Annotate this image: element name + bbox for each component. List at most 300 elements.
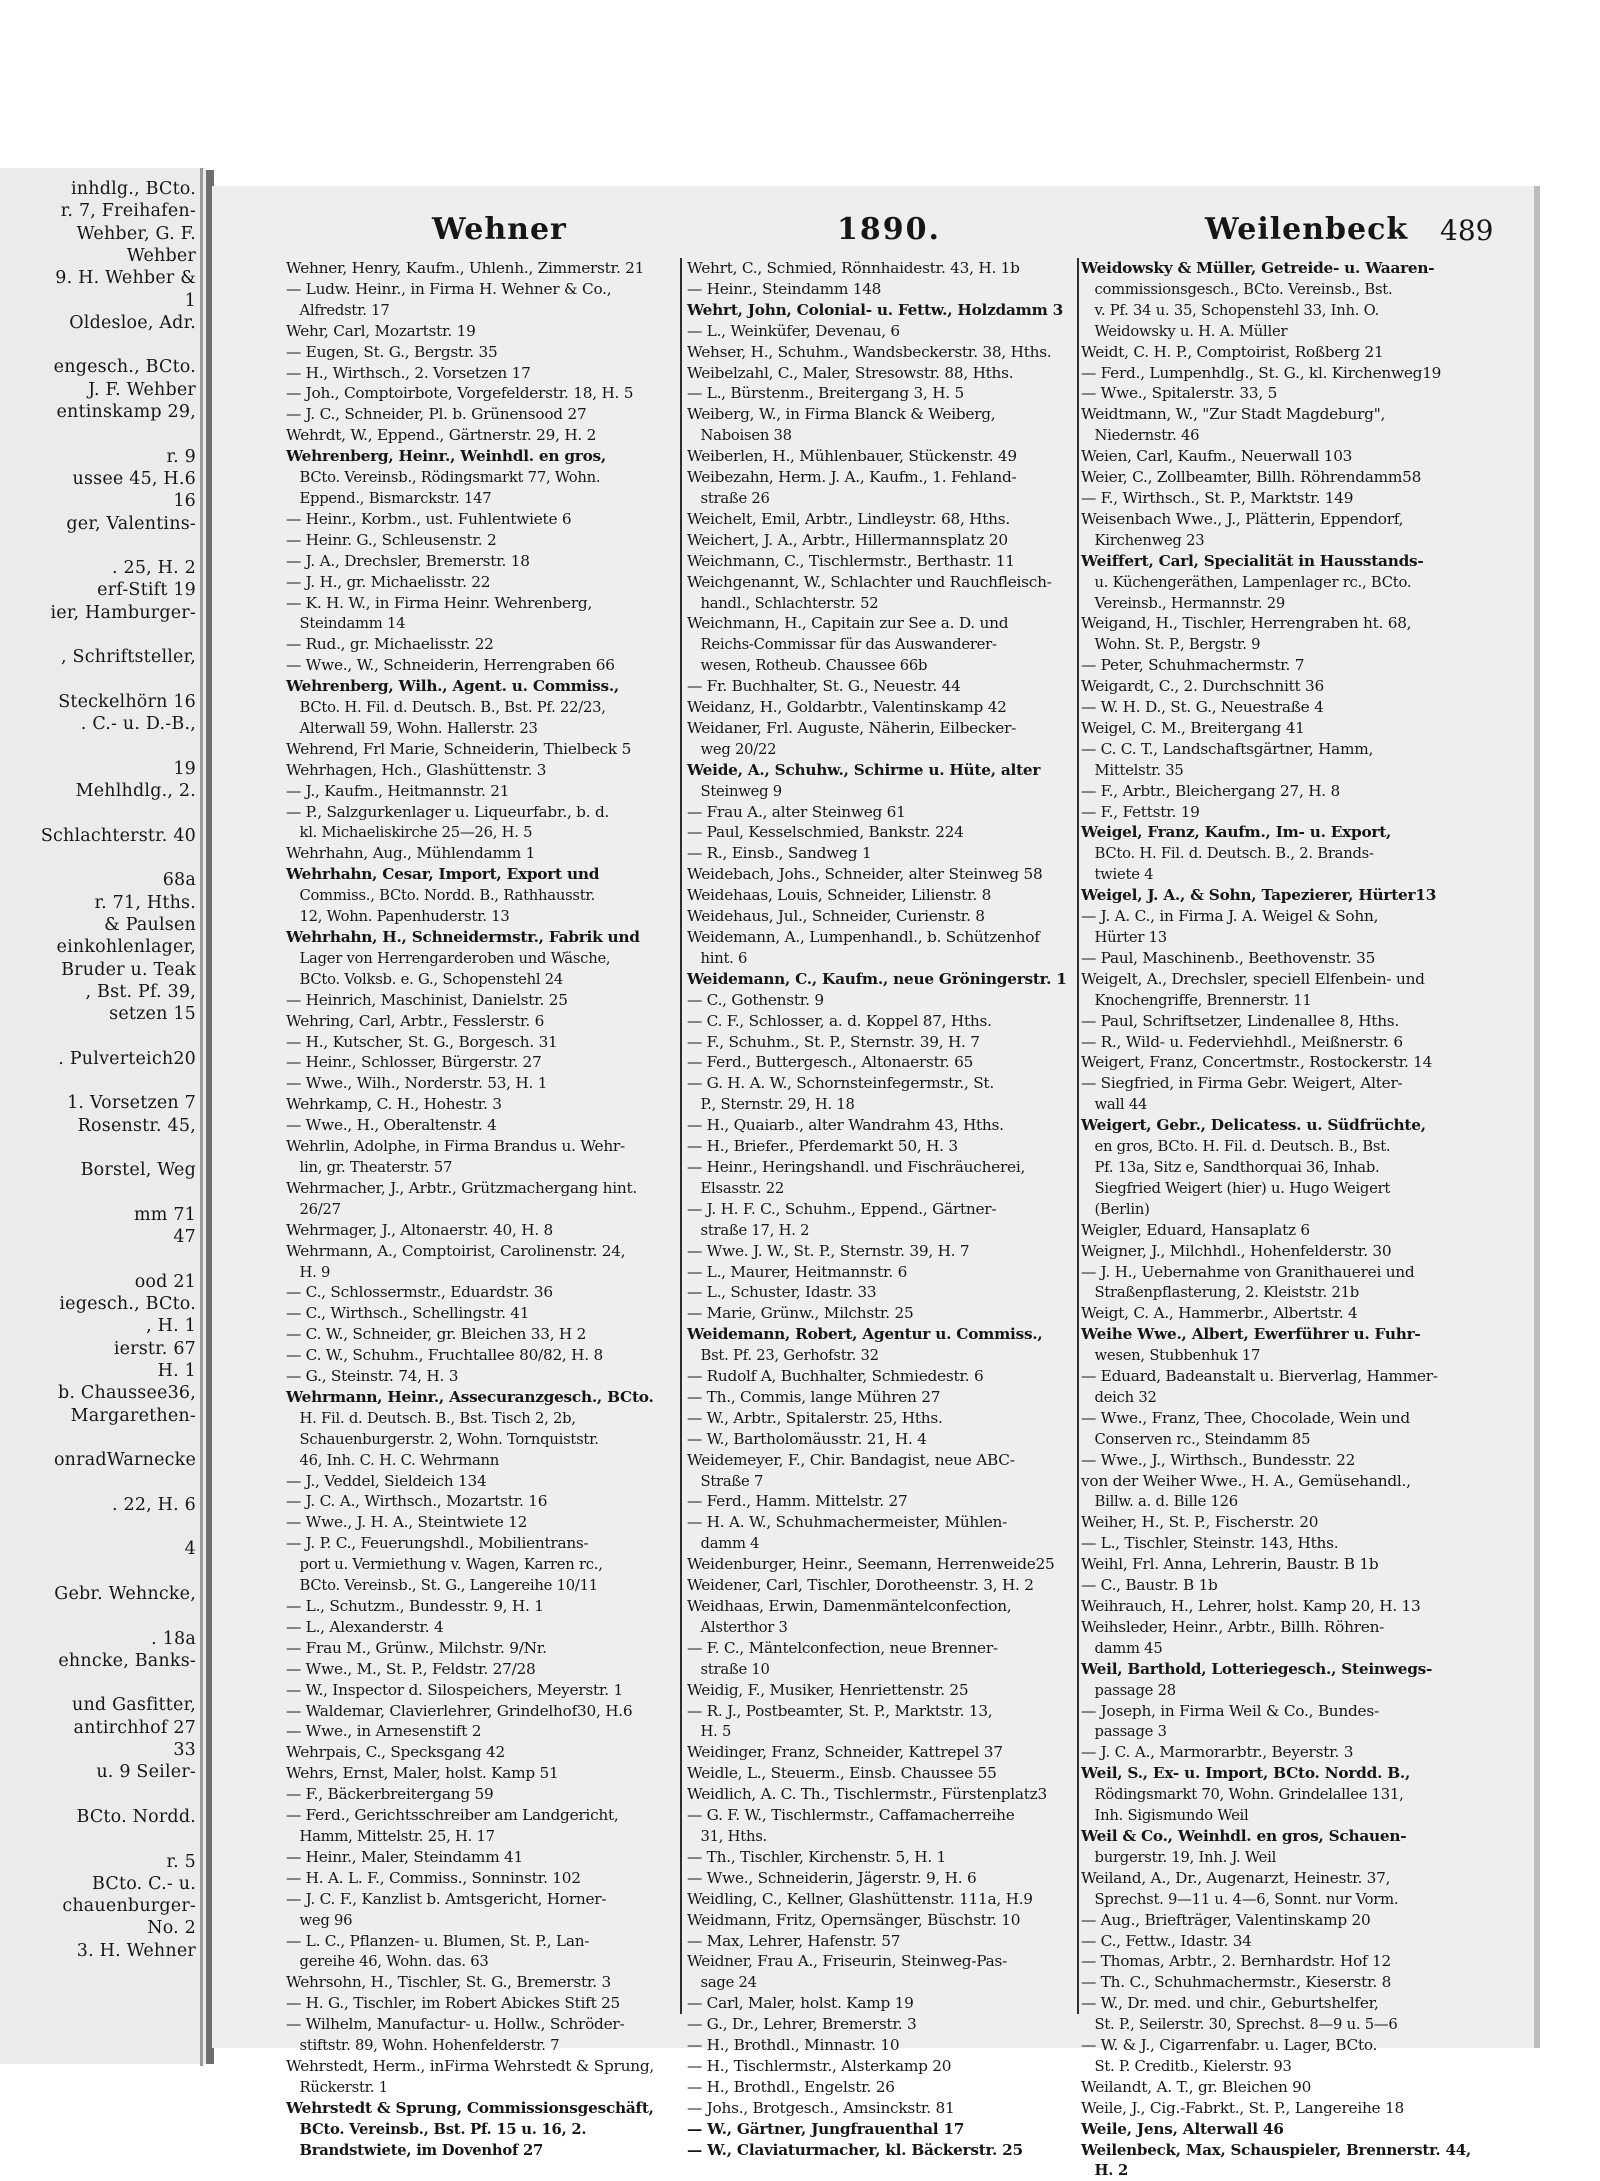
directory-entry: — W., Arbtr., Spitalerstr. 25, Hths. [687, 1408, 943, 1427]
directory-entry: — R. J., Postbeamter, St. P., Marktstr. 13, [687, 1701, 993, 1720]
directory-entry-firm: Weil & Co., Weinhdl. en gros, Schauen- [1081, 1826, 1407, 1845]
directory-entry: Weile, J., Cig.-Fabrkt., St. P., Langereihe 18 [1081, 2098, 1404, 2117]
directory-entry: — Rud., gr. Michaelisstr. 22 [286, 635, 494, 654]
directory-entry: Wehner, Henry, Kaufm., Uhlenh., Zimmerstr. 21 [286, 259, 645, 277]
directory-entry: Weier, C., Zollbeamter, Billh. Röhrendamm58 [1081, 468, 1422, 487]
directory-entry-firm: Weile, Jens, Alterwall 46 [1081, 2119, 1284, 2138]
left-page-line: 19 [173, 758, 196, 779]
directory-entry: Eppend., Bismarckstr. 147 [299, 488, 492, 507]
left-page-line: inhdlg., BCto. [70, 179, 196, 199]
left-page-line: Gebr. Wehncke, [54, 1583, 196, 1604]
directory-entry: Weidner, Frau A., Friseurin, Steinweg-Pas- [687, 1952, 1007, 1971]
directory-entry: — W., Bartholomäusstr. 21, H. 4 [687, 1429, 927, 1448]
directory-entry: — Rudolf A, Buchhalter, Schmiedestr. 6 [687, 1367, 984, 1386]
directory-entry: — J. C. F., Kanzlist b. Amtsgericht, Horner- [286, 1889, 607, 1908]
directory-entry-firm: Weidemann, Robert, Agentur u. Commiss., [687, 1325, 1043, 1344]
directory-entry-firm: Weidowsky & Müller, Getreide- u. Waaren- [1081, 259, 1435, 277]
directory-entry-firm: Weil, Barthold, Lotteriegesch., Steinwegs- [1081, 1659, 1433, 1678]
left-page-line: antirchhof 27 [73, 1717, 196, 1738]
directory-entry: — H., Wirthsch., 2. Vorsetzen 17 [286, 363, 531, 382]
directory-entry: u. Küchengeräthen, Lampenlager rc., BCto. [1094, 572, 1412, 591]
directory-entry: Weidowsky u. H. A. Müller [1094, 321, 1288, 340]
left-page-line: 33 [173, 1740, 196, 1760]
directory-entry: twiete 4 [1094, 865, 1154, 884]
directory-entry: straße 10 [700, 1659, 770, 1678]
directory-entry: St. P. Creditb., Kielerstr. 93 [1094, 2056, 1292, 2075]
left-page-line: . Pulverteich20 [58, 1048, 196, 1069]
directory-entry: Weidinger, Franz, Schneider, Kattrepel 37 [687, 1743, 1003, 1762]
left-page-line: Borstel, Weg [80, 1160, 196, 1181]
directory-entry: H. 9 [299, 1262, 331, 1281]
directory-entry: — Ferd., Lumpenhdlg., St. G., kl. Kirchenweg19 [1081, 363, 1442, 382]
left-page-line: 47 [173, 1227, 196, 1248]
directory-entry: Conserven rc., Steindamm 85 [1094, 1429, 1311, 1448]
directory-entry: — H., Quaiarb., alter Wandrahm 43, Hths. [687, 1116, 1004, 1135]
left-page-line: 3. H. Wehner [76, 1940, 196, 1961]
directory-entry-firm: Weiffert, Carl, Specialität in Hausstands- [1081, 551, 1424, 570]
left-page-line: 16 [173, 491, 196, 512]
directory-entry: — Paul, Schriftsetzer, Lindenallee 8, Hths. [1081, 1011, 1400, 1030]
directory-entry-firm: H. 2 [1094, 2161, 1128, 2180]
directory-entry: Knochengriffe, Brennerstr. 11 [1094, 990, 1312, 1009]
directory-entry: Weidehaas, Louis, Schneider, Lilienstr. 8 [687, 886, 992, 905]
directory-entry: — W. H. D., St. G., Neuestraße 4 [1081, 698, 1324, 717]
directory-entry: Rödingsmarkt 70, Wohn. Grindelallee 131, [1094, 1785, 1404, 1804]
directory-entry: Mittelstr. 35 [1094, 760, 1184, 779]
directory-entry: — Paul, Maschinenb., Beethovenstr. 35 [1081, 948, 1376, 967]
directory-entry: Weichmann, H., Capitain zur See a. D. und [687, 614, 1009, 633]
directory-entry-firm: Weidemann, C., Kaufm., neue Gröningerstr. 1 [687, 969, 1067, 988]
directory-entry: Weilandt, A. T., gr. Bleichen 90 [1081, 2077, 1312, 2096]
directory-entry: — Eduard, Badeanstalt u. Bierverlag, Hammer- [1081, 1367, 1438, 1386]
left-page-line: 1 [184, 290, 196, 311]
directory-entry: — Heinr., Maler, Steindamm 41 [286, 1847, 524, 1866]
directory-entry: Wehrmann, A., Comptoirist, Carolinenstr. 24, [286, 1241, 626, 1260]
left-page-line: . C.- u. D.-B., [80, 714, 196, 735]
directory-entry: — F., Schuhm., St. P., Sternstr. 39, H. 7 [687, 1032, 980, 1051]
directory-entry: BCto. Vereinsb., Rödingsmarkt 77, Wohn. [299, 468, 601, 487]
directory-entry: Naboisen 38 [700, 426, 792, 445]
directory-entry-firm: Wehrhahn, Cesar, Import, Export und [286, 865, 600, 884]
directory-entry: Wehrpais, C., Specksgang 42 [286, 1743, 505, 1762]
directory-entry: — Wwe. J. W., St. P., Sternstr. 39, H. 7 [687, 1241, 970, 1260]
directory-entry: — Johs., Brotgesch., Amsinckstr. 81 [687, 2098, 955, 2117]
directory-entry: — Heinr., Steindamm 148 [687, 279, 882, 298]
directory-entry: Weigler, Eduard, Hansaplatz 6 [1081, 1220, 1310, 1239]
directory-entry: lin, gr. Theaterstr. 57 [299, 1157, 453, 1176]
directory-entry: Bst. Pf. 23, Gerhofstr. 32 [700, 1346, 879, 1365]
directory-entry: Weigt, C. A., Hammerbr., Albertstr. 4 [1081, 1304, 1358, 1323]
directory-entry: Wehrmacher, J., Arbtr., Grützmachergang hint. [286, 1178, 637, 1197]
directory-entry: straße 26 [700, 488, 770, 507]
directory-entry: Weiberg, W., in Firma Blanck & Weiberg, [687, 405, 996, 424]
directory-entry: — H. A. L. F., Commiss., Sonninstr. 102 [286, 1868, 581, 1887]
column-right [1081, 258, 1471, 2180]
directory-entry: — Waldemar, Clavierlehrer, Grindelhof30, H.6 [286, 1701, 633, 1720]
directory-entry: Weiland, A., Dr., Augenarzt, Heinestr. 37, [1081, 1868, 1391, 1887]
directory-entry: port u. Vermiethung v. Wagen, Karren rc., [299, 1555, 603, 1574]
directory-entry-firm: Weil, S., Ex- u. Import, BCto. Nordd. B., [1081, 1764, 1411, 1783]
directory-entry: Wehrkamp, C. H., Hohestr. 3 [286, 1095, 502, 1114]
directory-entry: 12, Wohn. Papenhuderstr. 13 [299, 907, 510, 926]
directory-entry: Wehring, Carl, Arbtr., Fesslerstr. 6 [286, 1011, 545, 1030]
left-page-line: ier, Hamburger- [50, 602, 196, 623]
directory-entry: Weidemeyer, F., Chir. Bandagist, neue ABC- [687, 1450, 1015, 1469]
directory-entry: Wehrmager, J., Altonaerstr. 40, H. 8 [286, 1220, 554, 1239]
directory-entry-firm: Wehrenberg, Heinr., Weinhdl. en gros, [286, 447, 606, 466]
directory-entry: — L., Schuster, Idastr. 33 [687, 1283, 877, 1302]
directory-entry: — Thomas, Arbtr., 2. Bernhardstr. Hof 12 [1081, 1952, 1392, 1971]
directory-entry: Wehrdt, W., Eppend., Gärtnerstr. 29, H. 2 [286, 426, 597, 445]
left-page-line: ussee 45, H.6 [72, 468, 196, 489]
left-page-line: J. F. Wehber [88, 379, 196, 400]
directory-entry-firm: Weilenbeck, Max, Schauspieler, Brennerstr. 44, [1081, 2140, 1471, 2159]
header-year: 1890. [837, 212, 941, 247]
column-divider [680, 258, 682, 2014]
directory-entry: — Wwe., in Arnesenstift 2 [286, 1722, 482, 1741]
directory-entry: — C., Baustr. B 1b [1081, 1576, 1218, 1595]
left-page-line: . 22, H. 6 [111, 1494, 196, 1515]
directory-entry: — Wwe., Schneiderin, Jägerstr. 9, H. 6 [687, 1868, 977, 1887]
directory-entry: kl. Michaeliskirche 25—26, H. 5 [299, 823, 533, 842]
left-page-line: , Schriftsteller, [61, 647, 196, 668]
directory-entry: — Heinr., Schlosser, Bürgerstr. 27 [286, 1053, 542, 1072]
directory-entry-firm: Wehrenberg, Wilh., Agent. u. Commiss., [286, 677, 620, 696]
directory-entry: — C. F., Schlosser, a. d. Koppel 87, Hths. [687, 1011, 992, 1030]
directory-entry: — C., Gothenstr. 9 [687, 990, 824, 1009]
directory-entry: Kirchenweg 23 [1094, 530, 1205, 549]
left-page-line: onradWarnecke [53, 1450, 196, 1471]
left-page-line: Mehlhdlg., 2. [75, 781, 196, 802]
directory-entry: — P., Salzgurkenlager u. Liqueurfabr., b. d. [286, 802, 610, 821]
directory-entry: Wehrs, Ernst, Maler, holst. Kamp 51 [286, 1764, 559, 1783]
directory-entry-firm: Weihe Wwe., Albert, Ewerführer u. Fuhr- [1081, 1325, 1421, 1344]
directory-entry: Hamm, Mittelstr. 25, H. 17 [299, 1826, 495, 1845]
directory-entry: — L., Tischler, Steinstr. 143, Hths. [1081, 1534, 1339, 1553]
directory-entry: 31, Hths. [700, 1826, 768, 1845]
left-page-line: chauenburger- [62, 1896, 196, 1917]
directory-entry: Weihl, Frl. Anna, Lehrerin, Baustr. B 1b [1081, 1555, 1379, 1574]
left-page-line: u. 9 Seiler- [96, 1762, 196, 1783]
directory-entry: — J. C. A., Marmorarbtr., Beyerstr. 3 [1081, 1743, 1354, 1762]
directory-entry: — L., Alexanderstr. 4 [286, 1617, 444, 1636]
directory-entry: 46, Inh. C. H. C. Wehrmann [299, 1450, 500, 1469]
left-page-line: r. 5 [166, 1851, 196, 1872]
directory-entry-firm: Weigert, Gebr., Delicatess. u. Südfrüchte, [1081, 1116, 1426, 1135]
directory-entry: Siegfried Weigert (hier) u. Hugo Weigert [1094, 1178, 1391, 1197]
directory-entry: Straßenpflasterung, 2. Kleiststr. 21b [1094, 1283, 1359, 1302]
directory-entry: — J., Kaufm., Heitmannstr. 21 [286, 781, 510, 800]
left-page-line: r. 7, Freihafen- [60, 201, 196, 222]
directory-entry: sage 24 [700, 1973, 757, 1992]
directory-entry: — H. A. W., Schuhmachermeister, Mühlen- [687, 1513, 1008, 1532]
directory-entry: Wehser, H., Schuhm., Wandsbeckerstr. 38, Hths. [687, 342, 1052, 361]
directory-entry-firm: — W., Gärtner, Jungfrauenthal 17 [687, 2119, 965, 2138]
directory-entry: — Max, Lehrer, Hafenstr. 57 [687, 1931, 901, 1950]
directory-entry: P., Sternstr. 29, H. 18 [700, 1095, 855, 1114]
left-page-line: 68a [162, 870, 196, 891]
directory-entry: — L., Bürstenm., Breitergang 3, H. 5 [687, 384, 964, 403]
directory-entry: Weidig, F., Musiker, Henriettenstr. 25 [687, 1680, 969, 1699]
directory-entry: — J. C. A., Wirthsch., Mozartstr. 16 [286, 1492, 548, 1511]
left-page-line: ierstr. 67 [113, 1338, 196, 1359]
directory-entry: Weigert, Franz, Concertmstr., Rostockerstr. 14 [1081, 1053, 1433, 1072]
directory-entry: Commiss., BCto. Nordd. B., Rathhausstr. [299, 886, 596, 905]
directory-entry: Weichgenannt, W., Schlachter und Rauchfleisch- [687, 572, 1052, 591]
directory-entry: — H., Tischlermstr., Alsterkamp 20 [687, 2056, 952, 2075]
directory-entry: wesen, Rotheub. Chaussee 66b [700, 656, 928, 675]
directory-entry: — Fr. Buchhalter, St. G., Neuestr. 44 [687, 677, 961, 696]
directory-entry: — F. C., Mäntelconfection, neue Brenner- [687, 1638, 998, 1657]
directory-entry: Alfredstr. 17 [299, 300, 390, 319]
directory-entry: Lager von Herrengarderoben und Wäsche, [299, 948, 611, 967]
directory-entry: — L., Weinküfer, Devenau, 6 [687, 321, 900, 340]
directory-entry: — C., Wirthsch., Schellingstr. 41 [286, 1304, 530, 1323]
directory-entry: Weidt, C. H. P., Comptoirist, Roßberg 21 [1081, 342, 1384, 361]
directory-entry: Wehrlin, Adolphe, in Firma Brandus u. Wehr- [286, 1137, 625, 1156]
directory-entry: Wehrhagen, Hch., Glashüttenstr. 3 [286, 760, 547, 779]
directory-entry: — J. H., Uebernahme von Granithauerei und [1081, 1262, 1415, 1281]
directory-entry: Inh. Sigismundo Weil [1094, 1806, 1249, 1825]
directory-entry: — H. G., Tischler, im Robert Abickes Stift 25 [286, 1994, 621, 2013]
directory-entry: BCto. H. Fil. d. Deutsch. B., Bst. Pf. 22/23, [299, 698, 606, 717]
directory-entry: — Aug., Briefträger, Valentinskamp 20 [1081, 1910, 1371, 1929]
directory-entry: BCto. Volksb. e. G., Schopenstehl 24 [299, 969, 564, 988]
directory-entry: St. P., Seilerstr. 30, Sprechst. 8—9 u. 5—6 [1094, 2015, 1398, 2034]
directory-entry: damm 4 [700, 1534, 760, 1553]
directory-entry: — G. H. A. W., Schornsteinfegermstr., St. [687, 1074, 994, 1093]
left-page-line: ood 21 [134, 1271, 196, 1292]
directory-entry: — C. C. T., Landschaftsgärtner, Hamm, [1081, 739, 1374, 758]
directory-entry: — J. C., Schneider, Pl. b. Grünensood 27 [286, 405, 587, 424]
directory-entry: — Eugen, St. G., Bergstr. 35 [286, 342, 498, 361]
directory-entry: straße 17, H. 2 [700, 1220, 810, 1239]
left-page-line: & Paulsen [104, 914, 196, 935]
directory-entry: — J. H., gr. Michaelisstr. 22 [286, 572, 491, 591]
directory-entry: weg 20/22 [700, 739, 777, 758]
directory-entry: BCto. Vereinsb., St. G., Langereihe 10/11 [299, 1576, 598, 1595]
directory-entry: Weien, Carl, Kaufm., Neuerwall 103 [1081, 447, 1353, 466]
left-page-line: entinskamp 29, [56, 402, 196, 422]
directory-entry: Wehrt, C., Schmied, Rönnhaidestr. 43, H. 1b [687, 259, 1020, 277]
directory-entry: Weihrauch, H., Lehrer, holst. Kamp 20, H. 13 [1081, 1597, 1421, 1615]
directory-entry: Weidlich, A. C. Th., Tischlermstr., Fürstenplatz3 [687, 1785, 1047, 1804]
directory-entry: — Ferd., Gerichtsschreiber am Landgericht, [286, 1806, 619, 1825]
directory-entry: — F., Arbtr., Bleichergang 27, H. 8 [1081, 781, 1341, 800]
directory-entry: Wohn. St. P., Bergstr. 9 [1094, 635, 1261, 654]
directory-entry: Weichmann, C., Tischlermstr., Berthastr. 11 [687, 551, 1015, 570]
directory-entry: — C. W., Schuhm., Fruchtallee 80/82, H. 8 [286, 1346, 603, 1365]
directory-entry: — Wwe., H., Oberaltenstr. 4 [286, 1116, 497, 1135]
directory-entry: — Wwe., J. H. A., Steintwiete 12 [286, 1513, 528, 1532]
directory-entry: — Heinr. G., Schleusenstr. 2 [286, 530, 497, 549]
left-page-line: Margarethen- [70, 1405, 196, 1426]
directory-entry: — W. & J., Cigarrenfabr. u. Lager, BCto. [1081, 2036, 1378, 2055]
directory-entry: — H., Briefer., Pferdemarkt 50, H. 3 [687, 1137, 958, 1156]
directory-entry: v. Pf. 34 u. 35, Schopenstehl 33, Inh. O. [1094, 300, 1380, 319]
directory-entry: — Wilhelm, Manufactur- u. Hollw., Schröder- [286, 2015, 625, 2034]
directory-entry: H. 5 [700, 1722, 732, 1741]
directory-entry-firm: Brandstwiete, im Dovenhof 27 [299, 2140, 544, 2159]
directory-entry: — Ferd., Hamm. Mittelstr. 27 [687, 1492, 908, 1511]
directory-entry: Weidehaus, Jul., Schneider, Curienstr. 8 [687, 907, 985, 926]
directory-entry: — Heinr., Korbm., ust. Fuhlentwiete 6 [286, 509, 572, 528]
page-header [212, 212, 1534, 252]
header-last-name: Weilenbeck [1205, 212, 1409, 247]
page-number: 489 [1440, 214, 1494, 247]
directory-entry: — W., Dr. med. und chir., Geburtshelfer, [1081, 1994, 1379, 2013]
left-page-line: 9. H. Wehber & [55, 268, 196, 289]
directory-entry-firm: Weigel, Franz, Kaufm., Im- u. Export, [1081, 823, 1392, 842]
left-page-line: erf-Stift 19 [97, 580, 196, 601]
directory-entry: — Th., Commis, lange Mühren 27 [687, 1387, 941, 1406]
left-page-line: und Gasfitter, [71, 1695, 196, 1716]
directory-entry: — Ferd., Buttergesch., Altonaerstr. 65 [687, 1053, 974, 1072]
directory-entry: Weidener, Carl, Tischler, Dorotheenstr. 3, H. 2 [687, 1576, 1034, 1595]
left-page-line: BCto. Nordd. [76, 1806, 196, 1827]
directory-entry: Weiher, H., St. P., Fischerstr. 20 [1081, 1513, 1319, 1532]
directory-entry: Hürter 13 [1094, 928, 1167, 946]
left-page-line: Steckelhörn 16 [58, 691, 196, 712]
directory-entry: damm 45 [1094, 1638, 1163, 1657]
directory-entry: Weichelt, Emil, Arbtr., Lindleystr. 68, Hths. [687, 509, 1010, 528]
left-page-line: , H. 1 [146, 1316, 196, 1337]
directory-entry: Weibezahn, Herm. J. A., Kaufm., 1. Fehland- [687, 468, 1017, 487]
directory-entry: — Wwe., Spitalerstr. 33, 5 [1081, 384, 1278, 403]
directory-entry: — C. W., Schneider, gr. Bleichen 33, H 2 [286, 1325, 587, 1344]
directory-entry: Weigand, H., Tischler, Herrengraben ht. 68, [1081, 614, 1412, 633]
directory-entry: Weigner, J., Milchhdl., Hohenfelderstr. 30 [1081, 1241, 1392, 1260]
directory-entry: Weihsleder, Heinr., Arbtr., Billh. Röhren- [1081, 1617, 1385, 1636]
directory-entry: — Ludw. Heinr., in Firma H. Wehner & Co., [286, 279, 612, 298]
directory-entry: deich 32 [1094, 1387, 1157, 1406]
directory-entry-firm: Wehrhahn, H., Schneidermstr., Fabrik und [286, 928, 640, 946]
directory-entry: Weibelzahl, C., Maler, Stresowstr. 88, Hths. [687, 363, 1014, 382]
directory-entry: 26/27 [299, 1199, 341, 1218]
directory-entry: — J. P. C., Feuerungshdl., Mobilientrans- [286, 1534, 589, 1553]
directory-entry: — Heinrich, Maschinist, Danielstr. 25 [286, 990, 568, 1009]
directory-entry-firm: Wehrmann, Heinr., Assecuranzgesch., BCto. [286, 1387, 654, 1406]
directory-entry: — C., Schlossermstr., Eduardstr. 36 [286, 1283, 553, 1302]
directory-entry: von der Weiher Wwe., H. A., Gemüsehandl., [1081, 1471, 1411, 1490]
directory-entry: Weidle, L., Steuerm., Einsb. Chaussee 55 [687, 1764, 997, 1783]
directory-entry: — Wwe., M., St. P., Feldstr. 27/28 [286, 1659, 536, 1678]
left-page-line: BCto. C.- u. [92, 1873, 196, 1894]
directory-entry: hint. 6 [700, 948, 748, 967]
directory-entry: Weidhaas, Erwin, Damenmäntelconfection, [687, 1597, 1012, 1615]
left-page-line: Rosenstr. 45, [77, 1115, 196, 1136]
directory-entry: — Frau M., Grünw., Milchstr. 9/Nr. [286, 1638, 547, 1657]
directory-entry: Weidaner, Frl. Auguste, Näherin, Eilbecker- [687, 718, 1017, 737]
directory-entry: — Th. C., Schuhmachermstr., Kieserstr. 8 [1081, 1973, 1392, 1992]
directory-entry: — J. H. F. C., Schuhm., Eppend., Gärtner- [687, 1199, 997, 1218]
directory-entry: Weidmann, Fritz, Opernsänger, Büschstr. 10 [687, 1910, 1021, 1929]
directory-entry: — C., Fettw., Idastr. 34 [1081, 1931, 1252, 1950]
directory-entry: — R., Einsb., Sandweg 1 [687, 844, 872, 863]
directory-entry: Alsterthor 3 [700, 1617, 788, 1636]
directory-entry: Weidtmann, W., "Zur Stadt Magdeburg", [1081, 405, 1386, 424]
directory-page [212, 186, 1534, 2180]
directory-entry: Weichert, J. A., Arbtr., Hillermannsplatz 20 [687, 530, 1008, 549]
column-divider [1077, 258, 1079, 2014]
directory-entry: Weigel, C. M., Breitergang 41 [1081, 718, 1305, 737]
directory-entry: Alterwall 59, Wohn. Hallerstr. 23 [299, 718, 538, 737]
directory-entry: Reichs-Commissar für das Auswanderer- [700, 635, 997, 654]
directory-entry: en gros, BCto. H. Fil. d. Deutsch. B., Bst. [1094, 1137, 1391, 1156]
directory-entry: — F., Wirthsch., St. P., Marktstr. 149 [1081, 488, 1354, 507]
left-page-fragment [0, 168, 206, 2064]
directory-entry: passage 3 [1094, 1722, 1167, 1741]
directory-entry: Wehrhahn, Aug., Mühlendamm 1 [286, 844, 536, 863]
directory-entry-firm: Wehrt, John, Colonial- u. Fettw., Holzdamm 3 [687, 300, 1063, 319]
left-page-line: Wehber, G. F. [76, 223, 196, 244]
left-page-line: , Bst. Pf. 39, [85, 981, 196, 1002]
directory-entry: Weidling, C., Kellner, Glashüttenstr. 111a, H.9 [687, 1889, 1033, 1908]
directory-entry: commissionsgesch., BCto. Vereinsb., Bst. [1094, 279, 1393, 298]
directory-entry: — F., Bäckerbreitergang 59 [286, 1785, 494, 1804]
directory-entry: — R., Wild- u. Federviehhdl., Meißnerstr. 6 [1081, 1032, 1403, 1051]
directory-entry: — H., Brothdl., Minnastr. 10 [687, 2036, 900, 2055]
left-page-line: Wehber [126, 245, 196, 266]
left-page-line: Schlachterstr. 40 [40, 825, 196, 846]
directory-entry: Sprechst. 9—11 u. 4—6, Sonnt. nur Vorm. [1094, 1889, 1399, 1908]
left-page-line: H. 1 [157, 1360, 196, 1381]
directory-entry: Billw. a. d. Bille 126 [1094, 1492, 1238, 1511]
directory-entry: Wehrstedt, Herm., inFirma Wehrstedt & Sprung, [286, 2056, 654, 2075]
directory-entry: Weigelt, A., Drechsler, speciell Elfenbein- und [1081, 969, 1425, 988]
left-page-line: b. Chaussee36, [58, 1383, 196, 1404]
directory-entry: — Paul, Kesselschmied, Bankstr. 224 [687, 823, 964, 842]
left-page-line: iegesch., BCto. [59, 1294, 196, 1314]
left-page-line: 1. Vorsetzen 7 [67, 1093, 196, 1114]
directory-entry: Wehr, Carl, Mozartstr. 19 [286, 321, 476, 340]
directory-entry: — H., Brothdl., Engelstr. 26 [687, 2077, 895, 2096]
directory-entry: — Joseph, in Firma Weil & Co., Bundes- [1081, 1701, 1379, 1720]
directory-entry: — Wwe., Franz, Thee, Chocolade, Wein und [1081, 1408, 1410, 1427]
directory-entry: Wehrend, Frl Marie, Schneiderin, Thielbeck 5 [286, 739, 632, 758]
directory-entry-firm: — W., Claviaturmacher, kl. Bäckerstr. 25 [687, 2140, 1023, 2159]
directory-entry: Elsasstr. 22 [700, 1178, 785, 1197]
directory-entry: Straße 7 [700, 1471, 764, 1490]
directory-entry: weg 96 [299, 1910, 353, 1929]
directory-entry: H. Fil. d. Deutsch. B., Bst. Tisch 2, 2b, [299, 1408, 576, 1427]
header-first-name: Wehner [432, 212, 567, 247]
directory-entry: — Siegfried, in Firma Gebr. Weigert, Alter- [1081, 1074, 1403, 1093]
left-page-line: No. 2 [147, 1918, 196, 1939]
directory-entry: — G., Dr., Lehrer, Bremerstr. 3 [687, 2015, 917, 2034]
left-page-line: engesch., BCto. [53, 357, 196, 378]
left-page-line: r. 71, Hths. [94, 892, 196, 913]
directory-entry: — Heinr., Heringshandl. und Fischräucherei, [687, 1157, 1026, 1176]
directory-entry: — L., Maurer, Heitmannstr. 6 [687, 1262, 908, 1281]
directory-entry: Weidebach, Johs., Schneider, alter Steinweg 58 [687, 865, 1043, 884]
directory-entry: — Wwe., W., Schneiderin, Herrengraben 66 [286, 656, 615, 675]
directory-entry: BCto. H. Fil. d. Deutsch. B., 2. Brands- [1094, 844, 1374, 863]
directory-entry: — K. H. W., in Firma Heinr. Wehrenberg, [286, 593, 593, 612]
directory-entry: wesen, Stubbenhuk 17 [1094, 1346, 1261, 1365]
directory-entry: handl., Schlachterstr. 52 [700, 593, 879, 612]
directory-entry: passage 28 [1094, 1680, 1176, 1699]
directory-entry: — H., Kutscher, St. G., Borgesch. 31 [286, 1032, 558, 1051]
directory-entry: Pf. 13a, Sitz e, Sandthorquai 36, Inhab. [1094, 1157, 1380, 1176]
directory-entry: — Wwe., J., Wirthsch., Bundesstr. 22 [1081, 1450, 1356, 1469]
directory-entry: — G., Steinstr. 74, H. 3 [286, 1367, 459, 1386]
directory-entry: Steinweg 9 [700, 781, 782, 800]
left-page-line: mm 71 [133, 1204, 196, 1225]
left-page-line: Bruder u. Teak [61, 959, 196, 980]
directory-entry: Wehrsohn, H., Tischler, St. G., Bremerstr. 3 [286, 1973, 611, 1992]
left-page-line: 4 [184, 1539, 196, 1560]
